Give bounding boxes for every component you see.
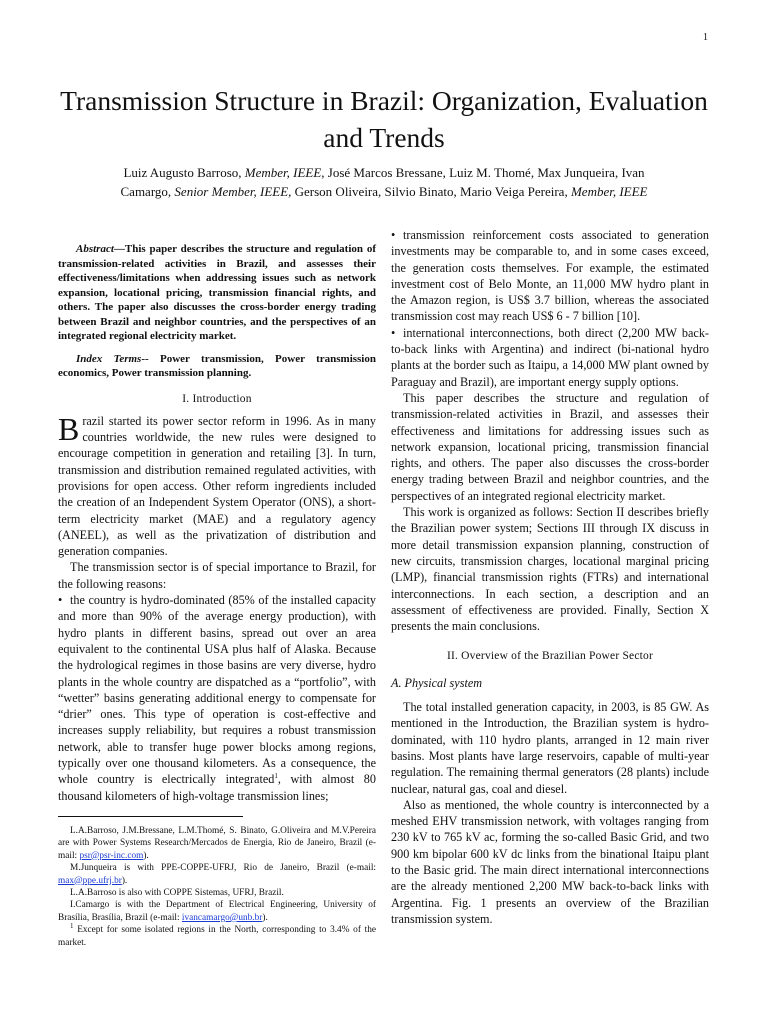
right-column	[391, 227, 709, 927]
author-membership: Senior Member, IEEE,	[174, 184, 292, 199]
left-column	[58, 242, 376, 949]
email-link[interactable]: max@ppe.ufrj.br	[58, 875, 122, 886]
section-heading-overview: II. Overview of the Brazilian Power Sector	[446, 650, 654, 663]
author-text: Gerson Oliveira, Silvio Binato, Mario Veiga Pereira,	[291, 184, 571, 199]
author-text: , José Marcos Bressane, Luiz M. Thomé, Max Junqueira, Ivan	[321, 165, 645, 180]
overview-paragraph-1: The total installed generation capacity, in 2003, is 85 GW. As mentioned in the Introduction, the Brazilian system is hydro-dominated, with 110 hydro plants, arranged in 12 main river basins. Most plants have large reservoirs, capable of multi-year regulation. The remaining thermal generators (28 plants) include nuclear, natural gas, coal and diesel.	[391, 700, 709, 796]
email-link[interactable]: ivancamargo@unb.br	[181, 912, 263, 923]
author-text: Camargo,	[120, 184, 175, 199]
footnote-1: $^1$ Except for some isolated regions in the North, corresponding to 3.4% of the market.	[58, 922, 376, 948]
footnote-affiliation: L.A.Barroso, J.M.Bressane, L.M.Thomé, S. Binato, G.Oliveira and M.V.Pereira are with Power Systems Research/Mercados de Energia, Rio de Janeiro, Brazil (e-mail: psr@psr-inc.com).	[58, 825, 376, 861]
index-terms-lead: Index Terms	[76, 352, 142, 365]
drop-cap: B	[58, 410, 80, 447]
footnote-marker: 1	[70, 922, 74, 931]
bullet-item-interconnections: • international interconnections, both direct (2,200 MW back-to-back links with Argentina) and indirect (bi-national hydro plants at the border such as Itaipu, a 14,000 MW plant owned by Paraguay and Brazil), are important energy supply options.	[391, 325, 709, 389]
subsection-heading-physical-system: A. Physical system	[391, 675, 483, 690]
section-heading-introduction: I. Introduction	[182, 392, 252, 405]
page-number: 1	[703, 32, 708, 43]
bullet-item-hydro: • the country is hydro-dominated (85% of the installed capacity and more than 90% of the average energy production), with hydro plants in different basins, spread out over an area equivalent to the continental USA plus half of Alaska. Because the hydrological regimes in those basins are very diverse, hydro plants in the whole country are dispatched as a “portfolio”, with “wetter” basins generating additional energy to compensate for “drier” ones. This type of operation is cost-effective and increases supply reliability, but requires a robust transmission network, able to transfer huge power blocks among regions, typically over one thousand kilometers. As a consequence, the whole country is electrically integrated$^1$, with almost 80 thousand kilometers of high-voltage transmission lines;	[58, 593, 376, 803]
abstract-lead: Abstract	[76, 243, 114, 255]
footnote-affiliation: I.Camargo is with the Department of Electrical Engineering, University of Brasília, Brasília, Brazil (e-mail: ivancamargo@unb.br).	[58, 900, 376, 923]
footnote-affiliation: M.Junqueira is with PPE-COPPE-UFRJ, Rio de Janeiro, Brazil (e-mail: max@ppe.ufrj.br).	[58, 863, 376, 886]
footnote-divider	[58, 816, 243, 817]
bullet-marker: •	[391, 325, 396, 340]
abstract	[58, 242, 376, 344]
intro-paragraph-4: This work is organized as follows: Section II describes briefly the Brazilian power system; Sections III through IX discuss in more detail transmission expansion planning, construction of new circuits, transmission charges, locational marginal pricing (LMP), financial transmission rights (FTRs) and international interconnections. In each section, a description and an assessment of effectiveness are provided. Finally, Section X presents the main conclusions.	[391, 505, 709, 634]
index-terms-text: -- Power transmission, Power transmission economics, Power transmission planning.	[58, 352, 376, 379]
intro-paragraph-2: The transmission sector is of special importance to Brazil, for the following reasons:	[58, 560, 376, 591]
bullet-item-costs: • transmission reinforcement costs associated to generation investments may be comparable to, and in some cases exceed, the generation costs themselves. For example, the estimated investment cost of Belo Monte, an 11,000 MW hydro plant in the Amazon region, is US$ 3.7 billion, whereas the associated transmission cost may reach US$ 6 - 7 billion [10].	[391, 228, 709, 324]
bullet-marker: •	[58, 593, 63, 608]
email-link[interactable]: psr@psr-inc.com	[79, 850, 144, 861]
bullet-marker: •	[391, 228, 396, 242]
intro-paragraph-3: This paper describes the structure and regulation of transmission-related activities in Brazil, and assesses their effectiveness and limitations for addressing issues such as network expansion, locational pricing, transmission financial rights, and others. The paper also discusses the cross-border energy trading between Brazil and neighbor countries, and the perspectives of an integrated regional electricity market.	[391, 390, 709, 503]
overview-paragraph-2: Also as mentioned, the whole country is interconnected by a meshed EHV transmission network, with voltages ranging from 230 kV to 765 kV ac, forming the so-called Basic Grid, and two 900 km bipolar 600 kV dc links from the binational Itaipu plant to the Basic grid. The main direct international interconnections are the already mentioned 2,200 MW back-to-back links with Argentina. Fig. 1 presents an overview of the Brazilian transmission system.	[391, 797, 709, 926]
footnote-ref: 1	[274, 772, 278, 781]
index-terms	[58, 352, 376, 381]
abstract-text: —This paper describes the structure and regulation of transmission-related activities in Brazil, and assesses their effectiveness/limitations when addressing issues such as network expansion, locational pricing, transmission financial rights, and others. The paper also discusses the cross-border energy trading between Brazil and neighbor countries, and the perspectives of an integrated regional electricity market.	[58, 243, 376, 342]
intro-paragraph: Brazil started its power sector reform in 1996. As in many countries worldwide, the new rules were designed to encourage competition in generation and retailing [3]. In turn, transmission and distribution remained regulated activities, with provisions for open access. Other reform ingredients included the creation of an Independent System Operator (ONS), a short-term electricity market (MAE) and a regulatory agency (ANEEL), as well as the privatization of distribution and generation companies.	[58, 410, 376, 559]
author-membership: Member, IEEE	[244, 165, 322, 180]
footnotes	[58, 825, 376, 949]
paper-title: Transmission Structure in Brazil: Organization, Evaluation and Trends	[60, 85, 708, 153]
author-text: Luiz Augusto Barroso,	[123, 165, 245, 180]
author-membership: Member, IEEE	[570, 184, 648, 199]
author-list	[60, 163, 708, 201]
footnote-affiliation: L.A.Barroso is also with COPPE Sistemas, UFRJ, Brazil.	[70, 887, 284, 898]
